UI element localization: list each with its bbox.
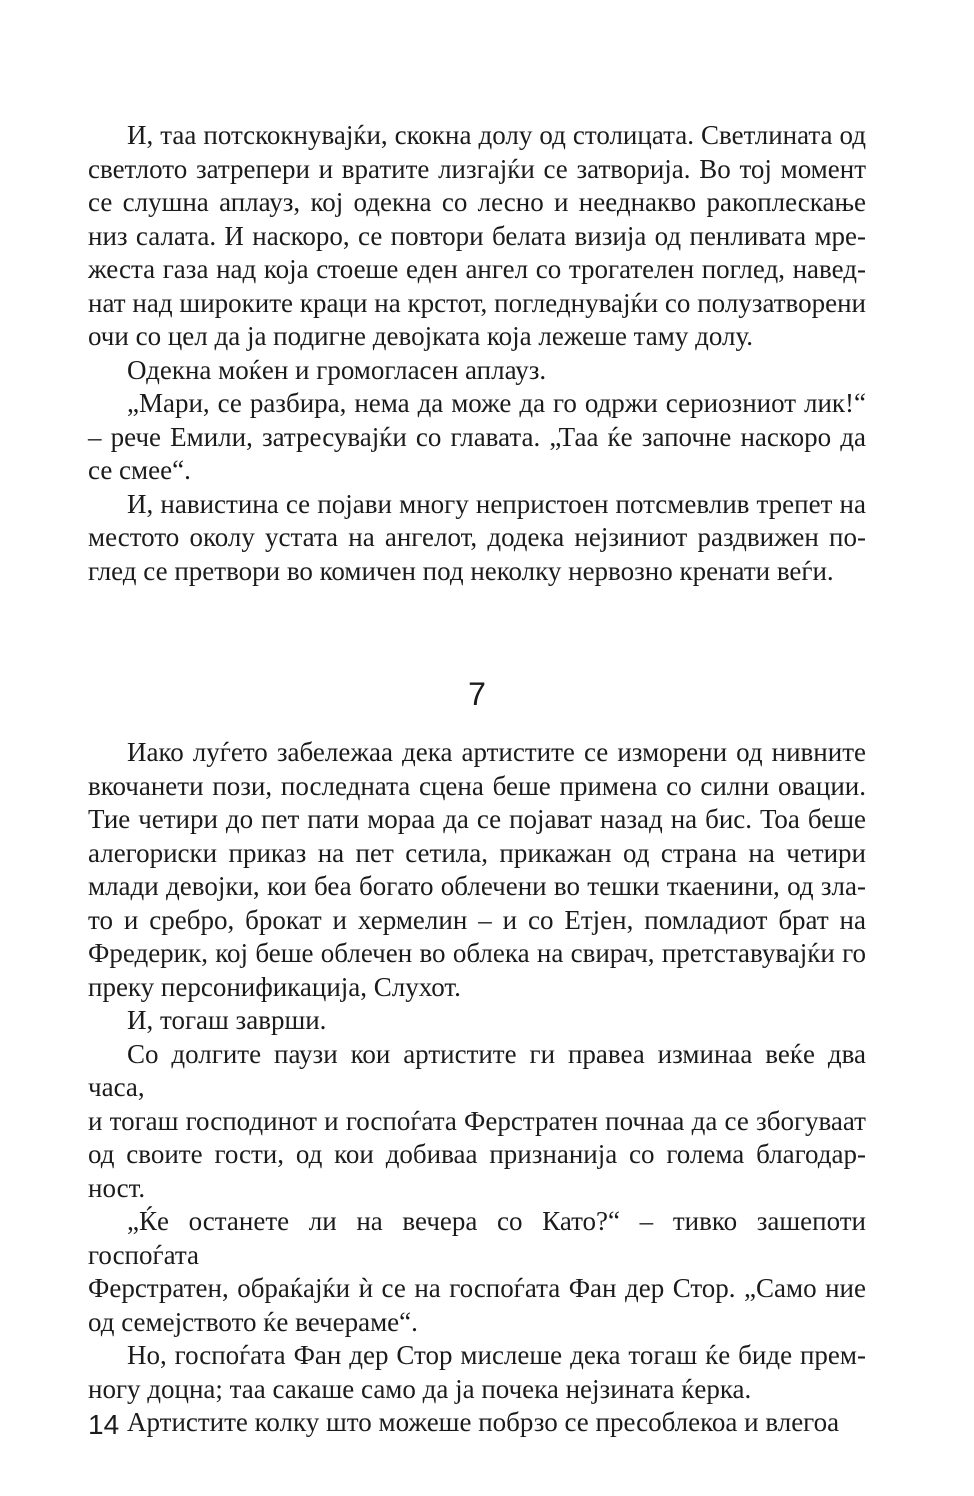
paragraph — [88, 1038, 866, 1206]
text-line: И, тогаш заврши. — [127, 1005, 327, 1035]
text-line: Одекна моќен и громогласен аплауз. — [127, 354, 547, 385]
text-line: „Мари, се разбира, нема да може да го одржи сериозниот лик!“ — [127, 388, 866, 418]
text-line: Иако луѓето забележаа дека артистите се изморени од нивните — [127, 737, 866, 767]
text-line: Ферстратен, обраќајќи ѝ се на госпоѓата Фан дер Стор. „Само ние — [88, 1273, 866, 1303]
paragraph — [88, 119, 866, 354]
text-line: млади девојки, кои беа богато облечени во тешки ткаенини, од зла- — [88, 871, 866, 901]
text-block — [88, 119, 866, 1440]
text-line: низ салата. И наскоро, се повтори белата визија од пенливата мре- — [88, 220, 866, 251]
text-line: светлото затрепери и вратите лизгајќи се затворија. Во тој момент — [88, 153, 866, 184]
paragraph — [88, 1205, 866, 1339]
text-line: – рече Емили, затресувајќи со главата. „Таа ќе започне наскоро да — [88, 421, 866, 452]
text-line: алегориски приказ на пет сетила, прикажан од страна на четири — [88, 837, 866, 868]
text-line: вкочанети пози, последната сцена беше примена со силни овации. — [88, 770, 866, 801]
text-line: местото околу устата на ангелот, додека нејзиниот раздвижен по- — [88, 522, 866, 552]
text-line: нат над широките краци на крстот, погледнувајќи со полузатворени — [88, 287, 866, 318]
text-line: се слушна аплауз, кој одекна со лесно и нееднакво ракоплескање — [88, 187, 866, 217]
text-line: Но, госпоѓата Фан дер Стор мислеше дека тогаш ќе биде прем- — [127, 1340, 866, 1370]
text-line: Со долгите паузи кои артистите ги правеа изминаа веќе два часа, — [88, 1038, 866, 1102]
text-line: очи со цел да ја подигне девојката која лежеше таму долу. — [88, 321, 754, 351]
text-line: Фредерик, кој беше облечен во облека на свирач, претставувајќи го — [88, 938, 866, 968]
text-line: се смее“. — [88, 455, 191, 485]
text-line: Артистите колку што можеше побрзо се пресоблекоа и влегоа — [127, 1407, 840, 1437]
paragraph — [88, 736, 866, 1004]
text-line: И, таа потскокнувајќи, скокна долу од столицата. Светлината од — [127, 120, 866, 150]
text-line: глед се претвори во комичен под неколку нервозно кренати веѓи. — [88, 555, 834, 586]
chapter-heading: 7 — [468, 676, 486, 712]
text-line: ногу доцна; таа сакаше само да ја почека нејзината ќерка. — [88, 1373, 752, 1404]
paragraph — [88, 488, 866, 589]
paragraph — [88, 1406, 866, 1440]
text-line: и тогаш господинот и госпоѓата Ферстратен почнаа да се збогуваат — [88, 1105, 866, 1136]
text-line: то и сребро, брокат и хермелин – и со Етјен, помладиот брат на — [88, 904, 866, 935]
paragraph — [88, 1339, 866, 1406]
page-number: 14 — [88, 1409, 120, 1440]
text-line: „Ќе останете ли на вечера со Като?“ – тивко зашепоти госпоѓата — [88, 1206, 866, 1270]
text-line: од своите гости, од кои добиваа признанија со голема благодар- — [88, 1139, 866, 1169]
text-line: преку персонификација, Слухот. — [88, 971, 461, 1002]
paragraph — [88, 387, 866, 488]
paragraph — [88, 1004, 866, 1038]
text-line: ност. — [88, 1172, 146, 1203]
text-line: И, навистина се појави многу непристоен потсмевлив трепет на — [127, 488, 866, 519]
paragraph — [88, 354, 866, 388]
text-line: Тие четири до пет пати мораа да се појават назад на бис. Тоа беше — [88, 804, 866, 834]
text-line: жеста газа над која стоеше еден ангел со трогателен поглед, навед- — [88, 254, 866, 284]
text-line: од семејството ќе вечераме“. — [88, 1306, 418, 1337]
